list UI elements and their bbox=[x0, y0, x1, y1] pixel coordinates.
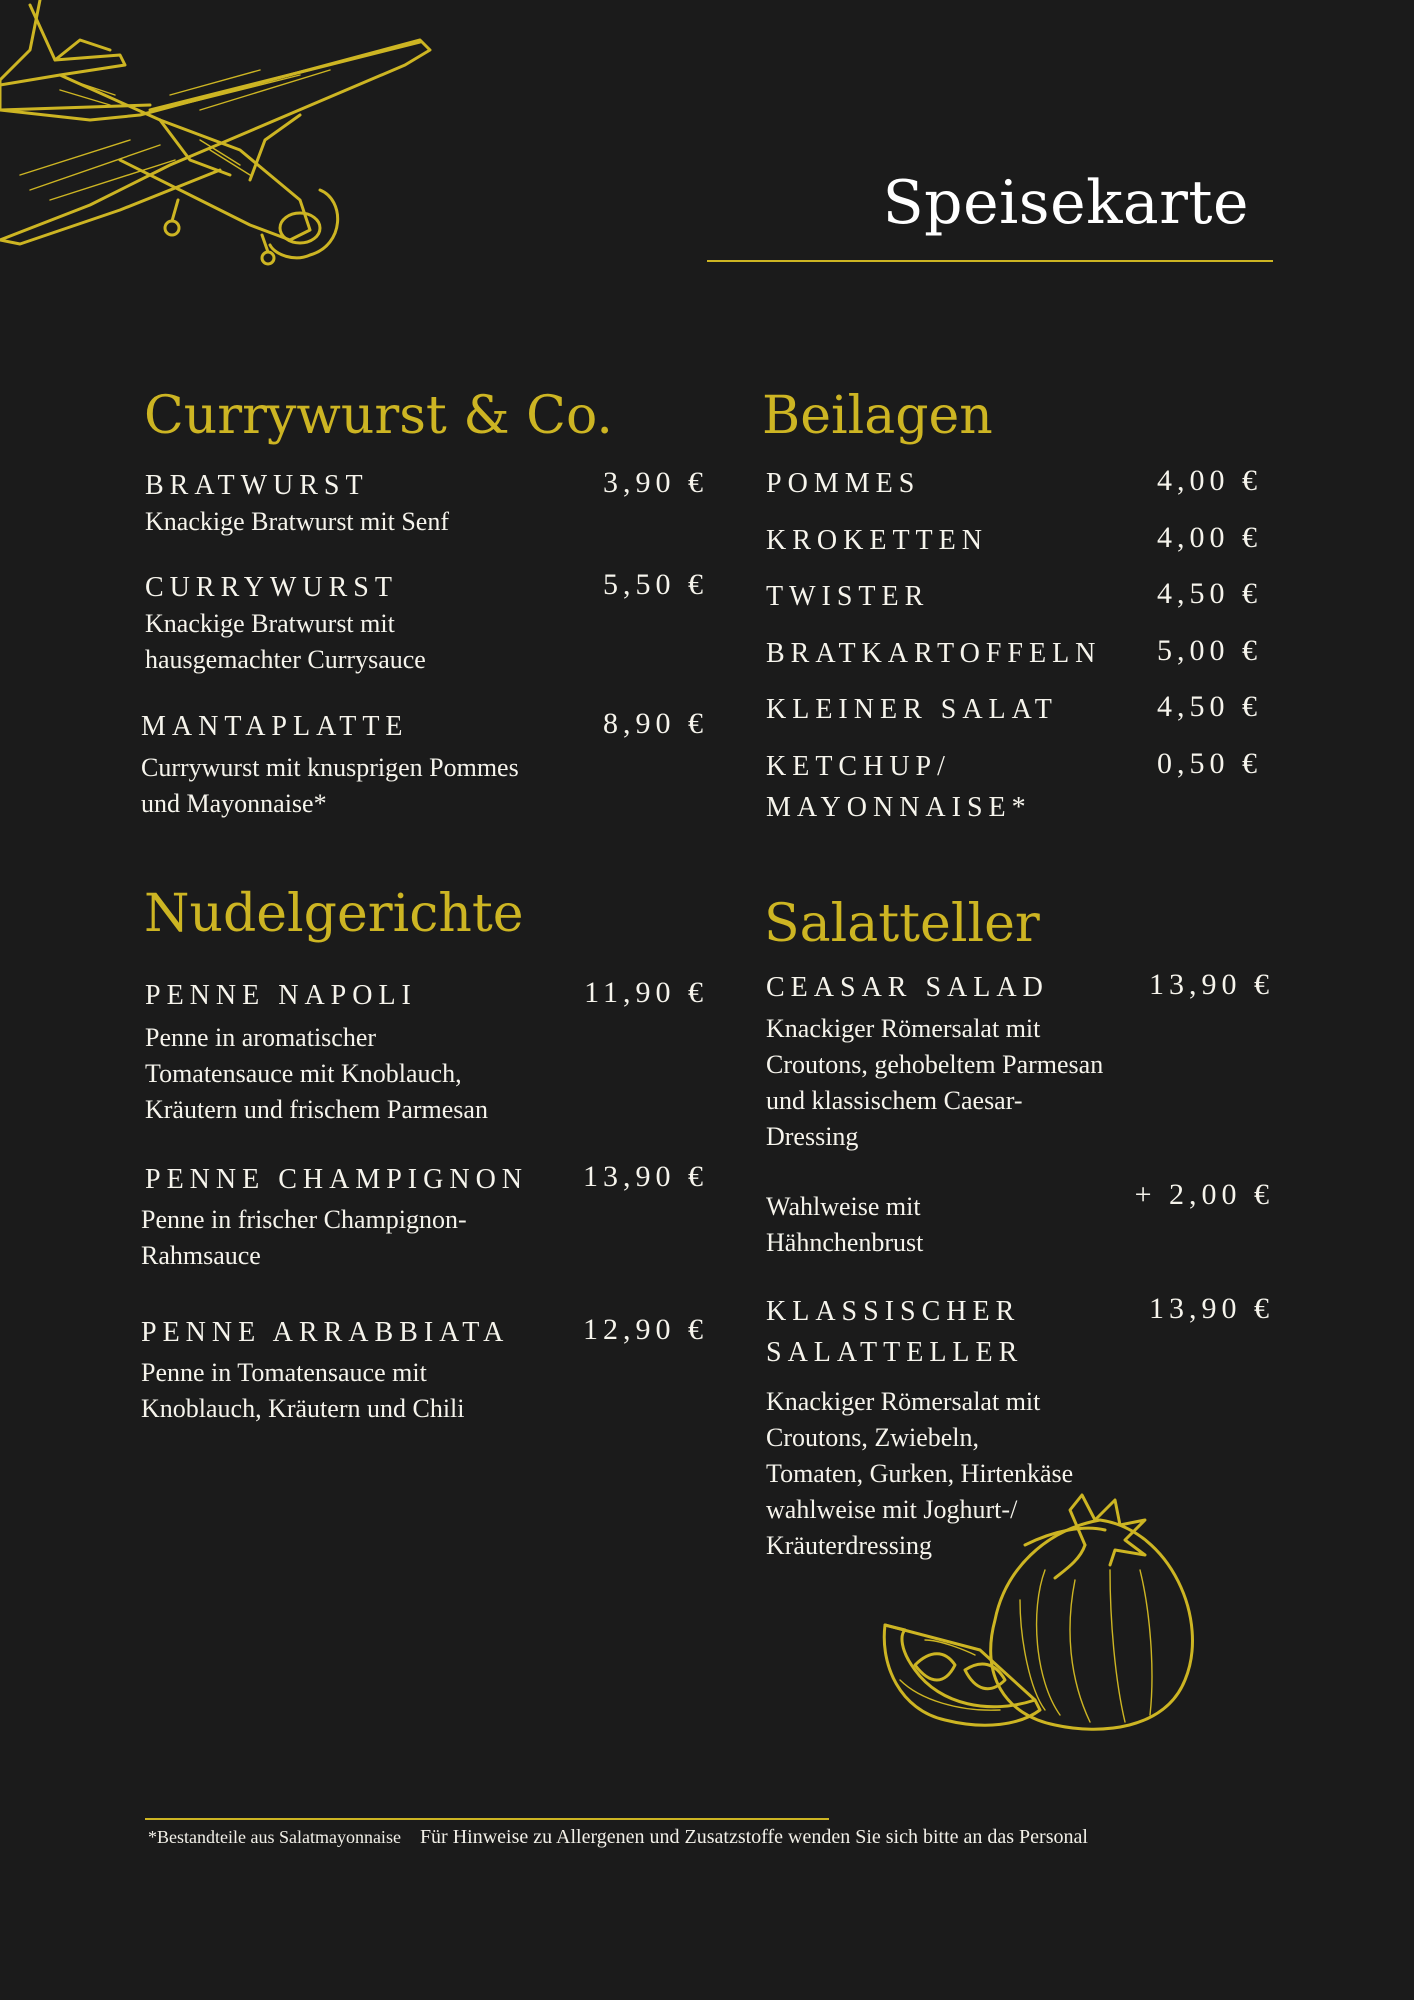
item-name-currywurst: CURRYWURST bbox=[145, 572, 398, 603]
item-name-ketchup-mayonnaise: KETCHUP/ MAYONNAISE* bbox=[766, 751, 1032, 823]
section-heading-currywurst: Currywurst & Co. bbox=[144, 386, 613, 446]
item-desc-haehnchenbrust-option: Wahlweise mit Hähnchenbrust bbox=[766, 1192, 924, 1257]
page-title: Speisekarte bbox=[882, 168, 1249, 238]
item-name-mantaplatte: MANTAPLATTE bbox=[141, 711, 409, 742]
item-price-ceasar-salad: 13,90 € bbox=[1149, 968, 1274, 1001]
item-desc-ceasar-salad: Knackiger Römersalat mit Croutons, gehobeltem Parmesan und klassischem Caesar- Dressing bbox=[766, 1014, 1104, 1151]
item-price-haehnchenbrust-option: + 2,00 € bbox=[1134, 1178, 1274, 1211]
item-price-twister: 4,50 € bbox=[1157, 577, 1262, 610]
tomato-illustration bbox=[870, 1490, 1210, 1750]
footer-divider bbox=[145, 1818, 829, 1820]
item-desc-penne-champignon: Penne in frischer Champignon- Rahmsauce bbox=[141, 1205, 467, 1270]
item-name-klassischer-salatteller: KLASSISCHER SALATTELLER bbox=[766, 1296, 1024, 1368]
item-desc-penne-arrabbiata: Penne in Tomatensauce mit Knoblauch, Kräutern und Chili bbox=[141, 1358, 465, 1423]
airplane-illustration bbox=[0, 0, 440, 270]
item-desc-klassischer-salatteller: Knackiger Römersalat mit Croutons, Zwiebeln, Tomaten, Gurken, Hirtenkäse wahlweise mit Joghurt-/ Kräuterdressing bbox=[766, 1387, 1074, 1560]
item-desc-penne-napoli: Penne in aromatischer Tomatensauce mit Knoblauch, Kräutern und frischem Parmesan bbox=[145, 1023, 488, 1124]
item-desc-currywurst: Knackige Bratwurst mit hausgemachter Currysauce bbox=[145, 609, 426, 674]
footer-note bbox=[148, 1826, 1102, 1849]
item-name-bratkartoffeln: BRATKARTOFFELN bbox=[766, 638, 1102, 669]
allergy-note: Für Hinweise zu Allergenen und Zusatzstoffe wenden Sie sich bitte an das Personal bbox=[419, 1826, 1088, 1848]
item-price-ketchup-mayonnaise: 0,50 € bbox=[1157, 747, 1262, 780]
item-price-bratwurst: 3,90 € bbox=[603, 466, 708, 499]
item-price-mantaplatte: 8,90 € bbox=[603, 707, 708, 740]
item-desc-bratwurst: Knackige Bratwurst mit Senf bbox=[145, 507, 449, 536]
item-name-penne-arrabbiata: PENNE ARRABBIATA bbox=[141, 1317, 510, 1348]
item-price-bratkartoffeln: 5,00 € bbox=[1157, 634, 1262, 667]
section-heading-beilagen: Beilagen bbox=[762, 386, 993, 446]
item-name-ceasar-salad: CEASAR SALAD bbox=[766, 972, 1049, 1003]
mayonnaise-note: *Bestandteile aus Salatmayonnaise bbox=[148, 1827, 401, 1847]
section-heading-nudelgerichte: Nudelgerichte bbox=[144, 884, 524, 944]
item-name-twister: TWISTER bbox=[766, 581, 930, 612]
item-price-kleiner-salat: 4,50 € bbox=[1157, 690, 1262, 723]
item-price-kroketten: 4,00 € bbox=[1157, 521, 1262, 554]
item-price-penne-napoli: 11,90 € bbox=[584, 976, 708, 1009]
item-desc-mantaplatte: Currywurst mit knusprigen Pommes und Mayonnaise* bbox=[141, 753, 519, 818]
item-price-klassischer-salatteller: 13,90 € bbox=[1149, 1292, 1274, 1325]
item-name-kroketten: KROKETTEN bbox=[766, 525, 988, 556]
item-price-penne-arrabbiata: 12,90 € bbox=[583, 1313, 708, 1346]
item-price-penne-champignon: 13,90 € bbox=[583, 1160, 708, 1193]
item-name-bratwurst: BRATWURST bbox=[145, 470, 369, 501]
item-price-pommes: 4,00 € bbox=[1157, 464, 1262, 497]
item-name-pommes: POMMES bbox=[766, 468, 921, 499]
section-heading-salatteller: Salatteller bbox=[764, 894, 1040, 954]
item-price-currywurst: 5,50 € bbox=[603, 568, 708, 601]
item-name-penne-champignon: PENNE CHAMPIGNON bbox=[145, 1164, 529, 1195]
title-divider bbox=[707, 260, 1273, 262]
item-name-kleiner-salat: KLEINER SALAT bbox=[766, 694, 1058, 725]
item-name-penne-napoli: PENNE NAPOLI bbox=[145, 980, 417, 1011]
